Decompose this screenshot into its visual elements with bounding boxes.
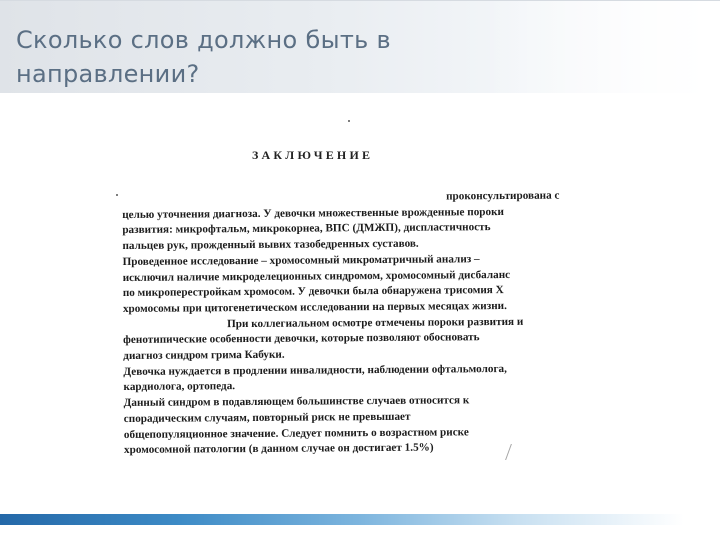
document-line: Девочка нуждается в продлении инвалидности, наблюдении офтальмолога,: [123, 362, 507, 378]
document-line: по микроперестройкам хромосом. У девочки была обнаружена трисомия Х: [122, 284, 504, 300]
slide-title: Сколько слов должно быть в направлении?: [16, 26, 391, 88]
document-line: Проведенное исследование – хромосомный микроматричный анализ –: [122, 253, 480, 268]
document-line: спорадическим случаям, повторный риск не превышает: [123, 410, 411, 425]
document-line: пальцев рук, прожденный вывих тазобедренных суставов.: [122, 237, 419, 253]
document-line: фенотипические особенности девочки, которые позволяют обосновать: [123, 331, 480, 347]
document-line: развития: микрофтальм, микрокорнеа, ВПС (ДМЖП), диспластичность: [122, 221, 491, 237]
document-line: целью уточнения диагноза. У девочки множественные врожденные пороки: [122, 205, 505, 221]
document-line: диагноз синдром грима Кабуки.: [123, 348, 285, 363]
document-body: [122, 188, 604, 459]
document-line: хромосомной патологии (в данном случае он достигает 1.5%): [123, 441, 434, 457]
title-band: [0, 0, 720, 93]
scanned-document: [112, 118, 608, 478]
document-line: общепопуляционное значение. Следует помнить о возрастном риске: [123, 425, 469, 441]
document-line: исключил наличие микроделеционных синдромом, хромосомный дисбаланс: [122, 268, 511, 284]
document-heading: ЗАКЛЮЧЕНИЕ: [252, 148, 374, 162]
document-line: кардиолога, ортопеда.: [123, 380, 236, 394]
document-line: Данный синдром в подавляющем большинстве случаев относится к: [123, 394, 470, 410]
document-line: хромосомы при цитогенетическом исследовании на первых месяцах жизни.: [122, 299, 507, 315]
document-line: проконсультирована с: [445, 189, 560, 203]
document-line: При коллегиальном осмотре отмечены пороки развития и: [226, 315, 524, 330]
bottom-accent-bar: [0, 514, 720, 525]
scan-speck: [116, 194, 118, 196]
scan-speck: [348, 120, 350, 122]
